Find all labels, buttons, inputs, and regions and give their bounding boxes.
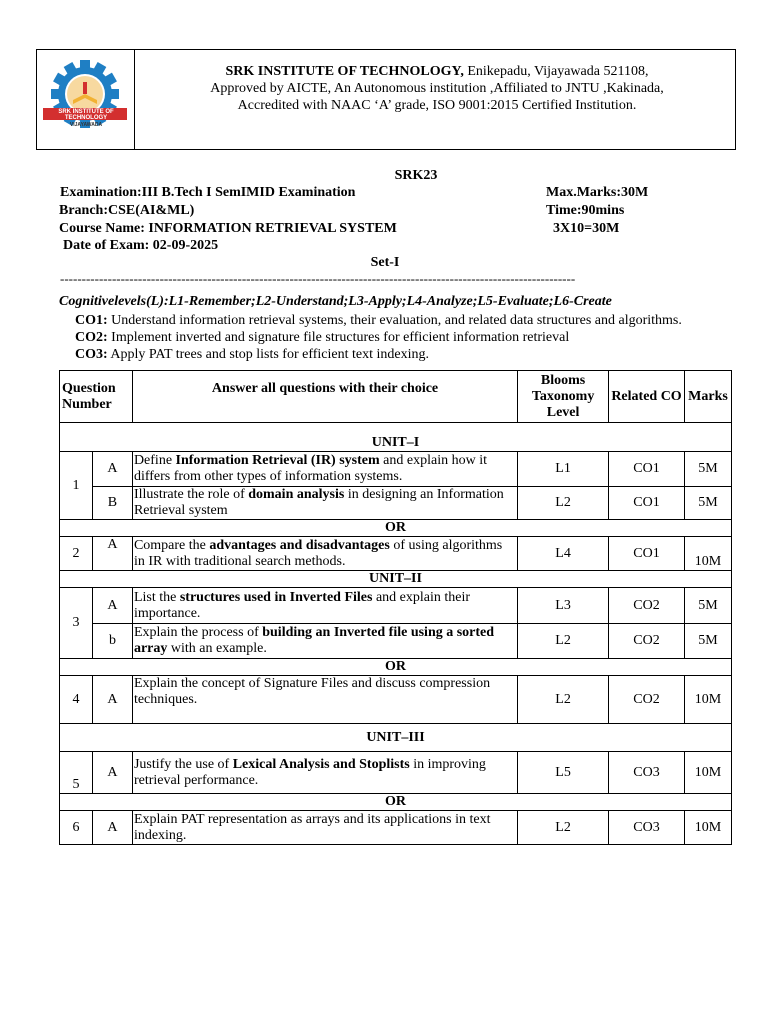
- max-marks: Max.Marks:30M: [546, 185, 649, 200]
- course-outcome-2: [75, 329, 569, 346]
- or-row: [60, 659, 732, 676]
- related-co: CO1: [609, 452, 685, 487]
- text-part: and explain how it differs from other types of information systems.: [133, 453, 487, 484]
- institution-details: [147, 63, 727, 114]
- or-label: OR: [60, 520, 732, 537]
- text-part: Explain the process of: [133, 625, 263, 640]
- related-co: CO1: [609, 537, 685, 571]
- question-part: b: [92, 624, 132, 659]
- unit-row: [60, 423, 732, 452]
- question-text: [132, 537, 517, 571]
- logo-banner-text: SRK INSTITUTE OF TECHNOLOGY: [58, 109, 114, 121]
- question-part: A: [92, 752, 132, 794]
- question-number: 5: [60, 752, 93, 794]
- unit-row: [60, 724, 732, 752]
- header-related-co: Related CO: [609, 371, 685, 423]
- co-code: CO1:: [75, 313, 108, 328]
- institution-header: [36, 49, 736, 150]
- marks: 10M: [684, 811, 731, 845]
- institution-name: SRK INSTITUTE OF TECHNOLOGY,: [225, 64, 464, 79]
- time: Time:90mins: [546, 203, 625, 218]
- table-row: [60, 452, 732, 487]
- or-label: OR: [60, 659, 732, 676]
- question-text: Explain PAT representation as arrays and its applications in text indexing.: [132, 811, 517, 845]
- co-text: Apply PAT trees and stop lists for efficient text indexing.: [107, 347, 429, 362]
- logo-city-text: VIJAYAWADA: [69, 122, 103, 128]
- text-bold: Information Retrieval (IR) system: [175, 453, 380, 468]
- unit-3-label: UNIT–III: [60, 724, 732, 752]
- unit-row: [60, 571, 732, 588]
- question-number: 2: [60, 537, 93, 571]
- question-number: 4: [60, 676, 93, 724]
- blooms-level: L3: [518, 588, 609, 624]
- marks: 10M: [684, 676, 731, 724]
- text-part: List the: [133, 589, 180, 605]
- related-co: CO2: [609, 676, 685, 724]
- question-number: 3: [60, 588, 93, 659]
- marks: 10M: [684, 537, 731, 571]
- related-co: CO1: [609, 487, 685, 520]
- text-bold: building an Inverted file using a sorted array: [133, 625, 495, 656]
- branch: Branch:CSE(AI&ML): [59, 203, 195, 218]
- course-outcome-1: [75, 312, 682, 329]
- table-row: [60, 752, 732, 794]
- exam-code: SRK23: [394, 168, 438, 183]
- separator-line: -----------------------------------------------------------------------------------------------------------------------: [60, 271, 576, 286]
- marks: 5M: [684, 624, 731, 659]
- related-co: CO2: [609, 624, 685, 659]
- text-part: Illustrate the role of: [133, 487, 249, 502]
- blooms-level: L4: [518, 537, 609, 571]
- marks: 5M: [684, 487, 731, 520]
- question-part: A: [92, 452, 132, 487]
- header-question-number: Question Number: [60, 371, 133, 423]
- co-code: CO3:: [75, 347, 108, 362]
- text-bold: advantages and disadvantages: [209, 537, 390, 553]
- co-text: Implement inverted and signature file structures for efficient information retrieval: [107, 330, 570, 345]
- table-row: [60, 588, 732, 624]
- marks-scheme: 3X10=30M: [553, 221, 620, 236]
- question-number: 6: [60, 811, 93, 845]
- text-part: and explain their importance.: [133, 589, 471, 621]
- marks: 10M: [684, 752, 731, 794]
- question-text: [132, 588, 517, 624]
- co-text: Understand information retrieval systems, their evaluation, and related data structures and algorithms.: [107, 313, 682, 328]
- header-marks: Marks: [684, 371, 731, 423]
- text-part: Justify the use of: [133, 756, 233, 772]
- text-bold: structures used in Inverted Files: [179, 589, 373, 605]
- question-part: A: [92, 676, 132, 724]
- text-part: in improving retrieval performance.: [133, 756, 486, 788]
- question-table: [59, 370, 732, 845]
- or-row: [60, 794, 732, 811]
- unit-2-label: UNIT–II: [60, 571, 732, 588]
- related-co: CO2: [609, 588, 685, 624]
- text-part: Define: [133, 453, 176, 468]
- header-blooms: Blooms Taxonomy Level: [518, 371, 609, 423]
- question-text: [132, 452, 517, 487]
- text-part: in designing an Information Retrieval system: [133, 487, 504, 518]
- course-name: [59, 220, 397, 237]
- blooms-level: L2: [518, 624, 609, 659]
- blooms-level: L2: [518, 676, 609, 724]
- institution-address: Enikepadu, Vijayawada 521108,: [467, 64, 649, 79]
- question-text: [132, 487, 517, 520]
- blooms-level: L5: [518, 752, 609, 794]
- table-row: [60, 676, 732, 724]
- course-outcome-3: [75, 346, 429, 363]
- text-bold: Lexical Analysis and Stoplists: [232, 756, 410, 772]
- set-label: Set-I: [370, 255, 400, 270]
- course-title: : INFORMATION RETRIEVAL SYSTEM: [140, 221, 397, 236]
- blooms-level: L2: [518, 811, 609, 845]
- cognitive-levels: Cognitivelevels(L):L1-Remember;L2-Understand;L3-Apply;L4-Analyze;L5-Evaluate;L6-Create: [59, 294, 612, 309]
- question-text: [132, 624, 517, 659]
- course-label: Course Name: [59, 221, 141, 236]
- unit-1-label: UNIT–I: [60, 423, 732, 452]
- question-text: Explain the concept of Signature Files and discuss compression techniques.: [132, 676, 517, 724]
- table-row: [60, 537, 732, 571]
- question-part: A: [92, 811, 132, 845]
- text-part: with an example.: [167, 641, 267, 656]
- header-answer: Answer all questions with their choice: [132, 371, 517, 423]
- related-co: CO3: [609, 752, 685, 794]
- institution-logo: [37, 50, 135, 149]
- question-number: 1: [60, 452, 93, 520]
- institution-approval: Approved by AICTE, An Autonomous institution ,Affiliated to JNTU ,Kakinada,: [210, 81, 664, 96]
- question-text: [132, 752, 517, 794]
- table-row: [60, 624, 732, 659]
- examination-line: Examination:III B.Tech I SemIMID Examination: [60, 185, 356, 200]
- marks: 5M: [684, 452, 731, 487]
- text-part: Compare the: [133, 537, 210, 553]
- blooms-level: L1: [518, 452, 609, 487]
- institution-accreditation: Accredited with NAAC ‘A’ grade, ISO 9001:2015 Certified Institution.: [237, 98, 637, 113]
- table-row: [60, 487, 732, 520]
- text-bold: domain analysis: [248, 487, 345, 502]
- marks: 5M: [684, 588, 731, 624]
- co-code: CO2:: [75, 330, 108, 345]
- text-part: of using algorithms in IR with traditional search methods.: [133, 537, 503, 569]
- table-header-row: [60, 371, 732, 423]
- table-row: [60, 811, 732, 845]
- question-part: B: [92, 487, 132, 520]
- question-part: A: [92, 588, 132, 624]
- question-part: A: [92, 537, 132, 571]
- exam-date: Date of Exam: 02-09-2025: [63, 238, 219, 253]
- or-label: OR: [60, 794, 732, 811]
- or-row: [60, 520, 732, 537]
- blooms-level: L2: [518, 487, 609, 520]
- related-co: CO3: [609, 811, 685, 845]
